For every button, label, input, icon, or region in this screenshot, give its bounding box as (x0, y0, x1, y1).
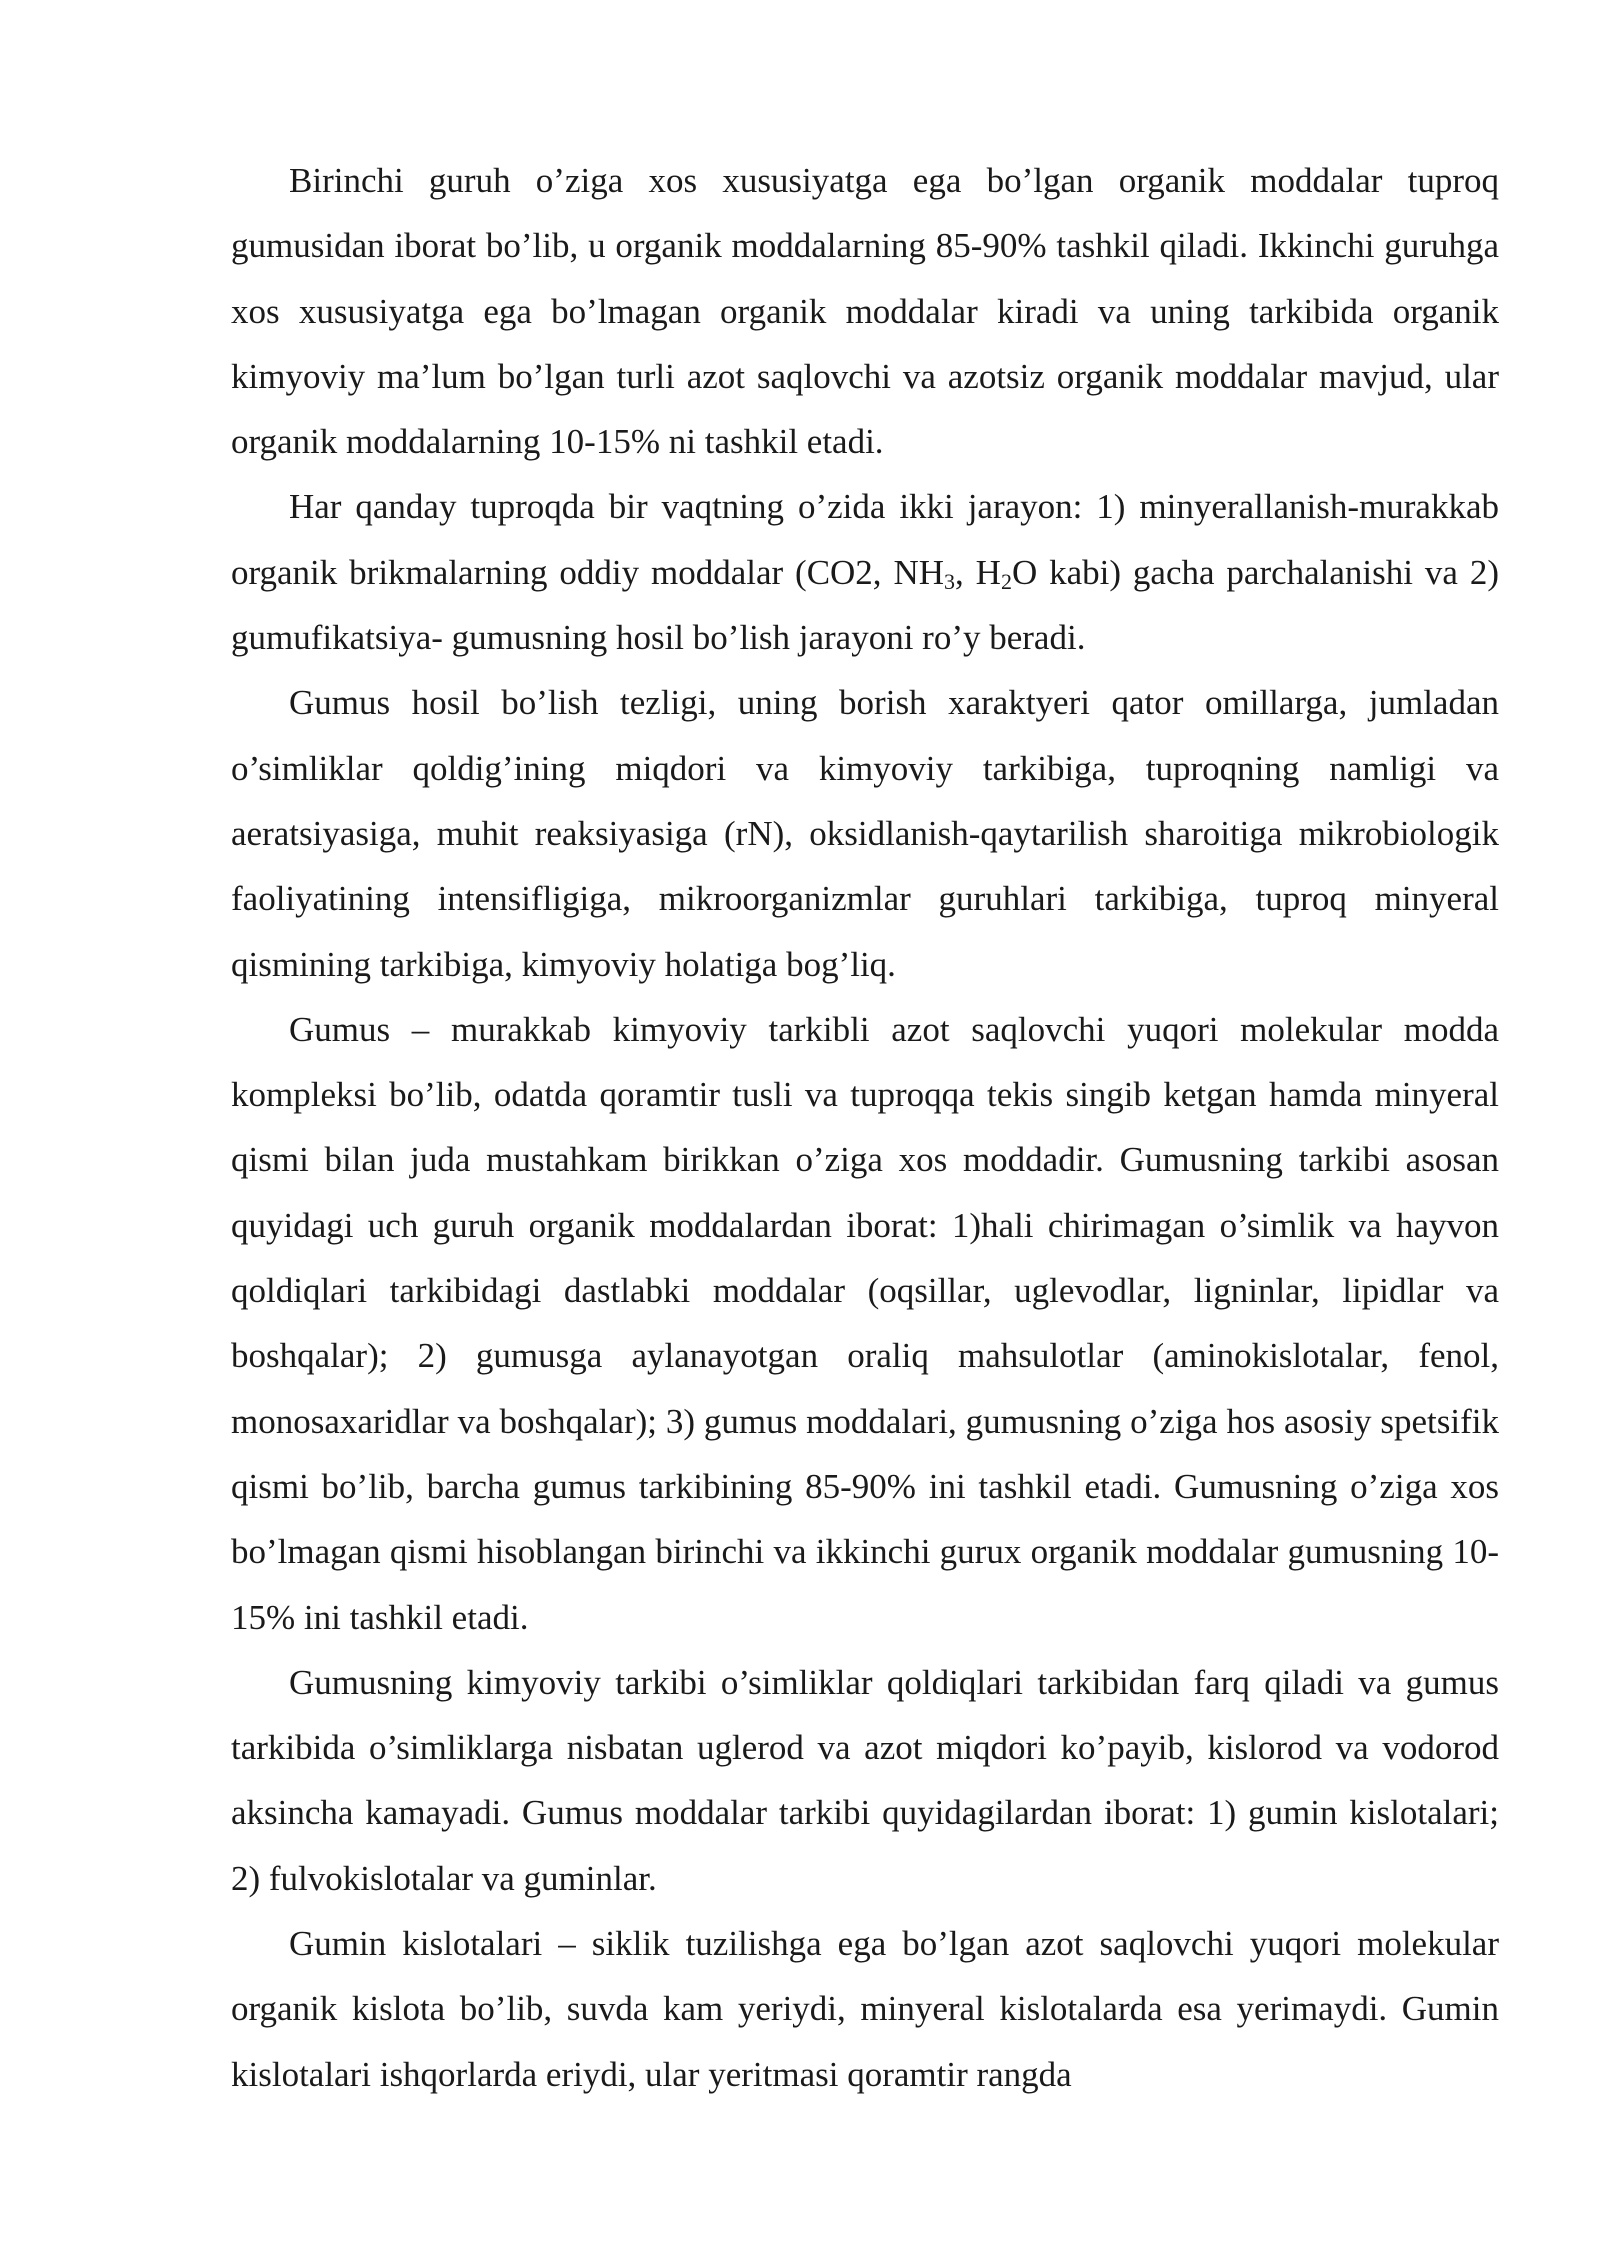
paragraph-humus-chemical-composition: Gumusning kimyoviy tarkibi o’simliklar qoldiqlari tarkibidan farq qiladi va gumus tarkibida o’simliklarga nisbatan uglerod va azot miqdori ko’payib, kislorod va vodorod aksincha kamayadi. Gumus moddalar tarkibi quyidagilardan iborat: 1) gumin kislotalari; 2) fulvokislotalar va guminlar. (231, 1662, 1499, 1898)
subscript-three: 3 (944, 568, 956, 594)
subscript-two: 2 (1000, 568, 1012, 594)
paragraph-humic-acids: Gumin kislotalari – siklik tuzilishga ega bo’lgan azot saqlovchi yuqori molekular organik kislota bo’lib, suvda kam yeriydi, minyeral kislotalarda esa yerimaydi. Gumin kislotalari ishqorlarda eriydi, ular yeritmasi qoramtir rangda (231, 1924, 1499, 2094)
paragraph-mineralization-processes (231, 474, 1499, 670)
paragraph-humus-groups: Birinchi guruh o’ziga xos xususiyatga ega bo’lgan organik moddalar tuproq gumusidan iborat bo’lib, u organik moddalarning 85-90% tashkil qiladi. Ikkinchi guruhga xos xususiyatga ega bo’lmagan organik moddalar kiradi va uning tarkibida organik kimyoviy ma’lum bo’lgan turli azot saqlovchi va azotsiz organik moddalar mavjud, ular organik moddalarning 10-15% ni tashkil etadi. (231, 161, 1499, 462)
document-body (231, 148, 1499, 2107)
paragraph-humus-definition: Gumus – murakkab kimyoviy tarkibli azot saqlovchi yuqori molekular modda kompleksi bo’lib, odatda qoramtir tusli va tuproqqa tekis singib ketgan hamda minyeral qismi bilan juda mustahkam birikkan o’ziga xos moddadir. Gumusning tarkibi asosan quyidagi uch guruh organik moddalardan iborat: 1)hali chirimagan o’simlik va hayvon qoldiqlari tarkibidagi dastlabki moddalar (oqsillar, uglevodlar, ligninlar, lipidlar va boshqalar); 2) gumusga aylanayotgan oraliq mahsulotlar (aminokislotalar, fenol, monosaxaridlar va boshqalar); 3) gumus moddalari, gumusning o’ziga hos asosiy spetsifik qismi bo’lib, barcha gumus tarkibining 85-90% ini tashkil etadi. Gumusning o’ziga xos bo’lmagan qismi hisoblangan birinchi va ikkinchi gurux organik moddalar gumusning 10-15% ini tashkil etadi. (231, 1009, 1499, 1637)
paragraph-text-segment: O kabi) gacha parchalanishi va 2) gumufikatsiya- gumusning hosil bo’lish jarayoni ro’y beradi. (231, 552, 1499, 658)
paragraph-text-segment: , H (955, 552, 1001, 592)
paragraph-text-segment: Har qanday tuproqda bir vaqtning o’zida ikki jarayon: 1) minyerallanish-murakkab organik brikmalarning oddiy moddalar (CO2, NH (231, 487, 1499, 592)
paragraph-humus-formation-rate: Gumus hosil bo’lish tezligi, uning borish xaraktyeri qator omillarga, jumladan o’simliklar qoldig’ining miqdori va kimyoviy tarkibiga, tuproqning namligi va aeratsiyasiga, muhit reaksiyasiga (rN), oksidlanish-qaytarilish sharoitiga mikrobiologik faoliyatining intensifligiga, mikroorganizmlar guruhlari tarkibiga, tuproq minyeral qismining tarkibiga, kimyoviy holatiga bog’liq. (231, 683, 1499, 984)
